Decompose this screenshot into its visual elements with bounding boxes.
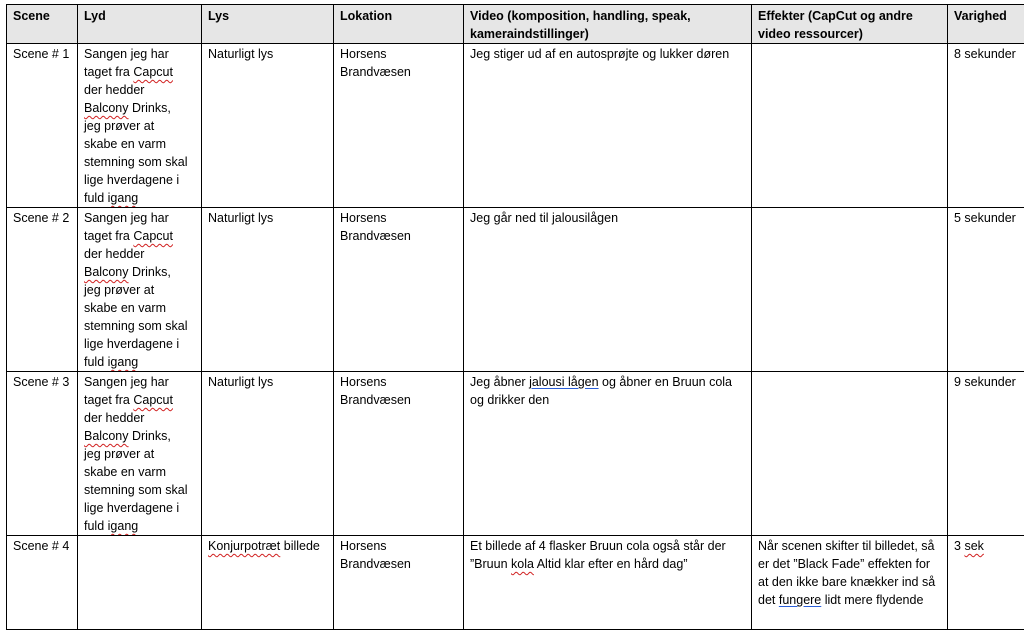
cell-scene: Scene # 2 (7, 208, 78, 372)
lyd-text: fuld (84, 191, 108, 205)
lyd-line: lige hverdagene i (84, 171, 197, 189)
lyd-text: Drinks, (128, 265, 170, 279)
spellcheck-word: Balcony (84, 429, 128, 443)
lyd-text: taget fra (84, 229, 133, 243)
lyd-line: jeg prøver at (84, 281, 197, 299)
spellcheck-word: sek (964, 539, 983, 553)
header-row (7, 5, 1024, 44)
cell-video: Jeg stiger ud af en autosprøjte og lukker døren (464, 44, 752, 208)
spellcheck-word: igang (108, 191, 139, 205)
cell-lokation: Horsens Brandvæsen (334, 536, 464, 630)
lyd-line: der hedder (84, 81, 197, 99)
table-row (7, 44, 1024, 208)
cell-scene: Scene # 3 (7, 372, 78, 536)
cell-video: Jeg går ned til jalousilågen (464, 208, 752, 372)
lyd-line: der hedder (84, 409, 197, 427)
video-text: Altid klar efter en hård dag” (534, 557, 688, 571)
lyd-line (84, 99, 197, 117)
cell-effekter (752, 536, 948, 630)
cell-lokation: Horsens Brandvæsen (334, 372, 464, 536)
lyd-line: stemning som skal (84, 481, 197, 499)
cell-video (464, 372, 752, 536)
cell-lyd (78, 44, 202, 208)
lyd-text: fuld (84, 519, 108, 533)
header-effekter (752, 5, 948, 44)
lyd-line: Sangen jeg har (84, 209, 197, 227)
spellcheck-word: Capcut (133, 229, 173, 243)
cell-lys: Naturligt lys (202, 208, 334, 372)
cell-lokation: Horsens Brandvæsen (334, 208, 464, 372)
spellcheck-word: Konjurpotræt (208, 539, 280, 553)
lyd-line (84, 391, 197, 409)
cell-scene: Scene # 4 (7, 536, 78, 630)
video-text: og åbner en Bruun cola og drikker den (470, 375, 732, 407)
grammar-flag-word: fungere (779, 593, 821, 607)
lyd-line (84, 353, 197, 371)
lyd-text: fuld (84, 355, 108, 369)
cell-lys (202, 536, 334, 630)
table-row (7, 372, 1024, 536)
cell-lokation: Horsens Brandvæsen (334, 44, 464, 208)
lyd-line: jeg prøver at (84, 117, 197, 135)
header-lys: Lys (202, 5, 334, 44)
lyd-line: stemning som skal (84, 317, 197, 335)
effekter-text: Når scenen skifter til billedet, så er det ”Black Fade” effekten for at den ikke bare knækker ind så det (758, 539, 935, 607)
lyd-line (84, 263, 197, 281)
cell-effekter (752, 208, 948, 372)
cell-effekter (752, 372, 948, 536)
cell-lyd (78, 208, 202, 372)
video-text: Jeg åbner (470, 375, 529, 389)
lyd-line: lige hverdagene i (84, 499, 197, 517)
cell-varighed: 5 sekunder (948, 208, 1024, 372)
cell-varighed: 8 sekunder (948, 44, 1024, 208)
header-scene: Scene (7, 5, 78, 44)
spellcheck-word: Capcut (133, 393, 173, 407)
lyd-line: skabe en varm (84, 463, 197, 481)
header-lokation: Lokation (334, 5, 464, 44)
header-lyd: Lyd (78, 5, 202, 44)
table-row (7, 536, 1024, 630)
lyd-line (84, 517, 197, 535)
lyd-line (84, 63, 197, 81)
spellcheck-word: kola (511, 557, 534, 571)
cell-scene: Scene # 1 (7, 44, 78, 208)
lyd-line: der hedder (84, 245, 197, 263)
lyd-line: Sangen jeg har (84, 45, 197, 63)
lyd-line: Sangen jeg har (84, 373, 197, 391)
lyd-text: taget fra (84, 65, 133, 79)
lyd-line: jeg prøver at (84, 445, 197, 463)
lyd-line (84, 227, 197, 245)
header-varighed: Varighed (948, 5, 1024, 44)
grammar-flag-word: jalousi lågen (529, 375, 599, 389)
header-video: Video (komposition, handling, speak, kameraindstillinger) (464, 5, 752, 44)
cell-varighed (948, 536, 1024, 630)
lyd-line (84, 189, 197, 207)
storyboard-table (6, 4, 1024, 630)
effekter-text: lidt mere flydende (821, 593, 923, 607)
lyd-line (84, 427, 197, 445)
video-text: Et billede af 4 flasker Bruun cola også står der ”Bruun (470, 539, 726, 571)
lyd-text: Drinks, (128, 429, 170, 443)
spellcheck-word: Balcony (84, 265, 128, 279)
cell-video (464, 536, 752, 630)
cell-effekter (752, 44, 948, 208)
spellcheck-word: igang (108, 355, 139, 369)
table-row (7, 208, 1024, 372)
cell-lys: Naturligt lys (202, 44, 334, 208)
lyd-line: skabe en varm (84, 135, 197, 153)
lyd-line: stemning som skal (84, 153, 197, 171)
cell-lyd (78, 536, 202, 630)
lyd-line: skabe en varm (84, 299, 197, 317)
spellcheck-word: Capcut (133, 65, 173, 79)
spellcheck-word: Balcony (84, 101, 128, 115)
lyd-text: taget fra (84, 393, 133, 407)
lys-text: billede (280, 539, 320, 553)
header-effekter-text: Effekter (CapCut og andre video ressourcer) (758, 9, 913, 41)
lyd-text: Drinks, (128, 101, 170, 115)
varighed-text: 3 (954, 539, 964, 553)
lyd-line: lige hverdagene i (84, 335, 197, 353)
spellcheck-word: igang (108, 519, 139, 533)
cell-lys: Naturligt lys (202, 372, 334, 536)
cell-lyd (78, 372, 202, 536)
cell-varighed: 9 sekunder (948, 372, 1024, 536)
